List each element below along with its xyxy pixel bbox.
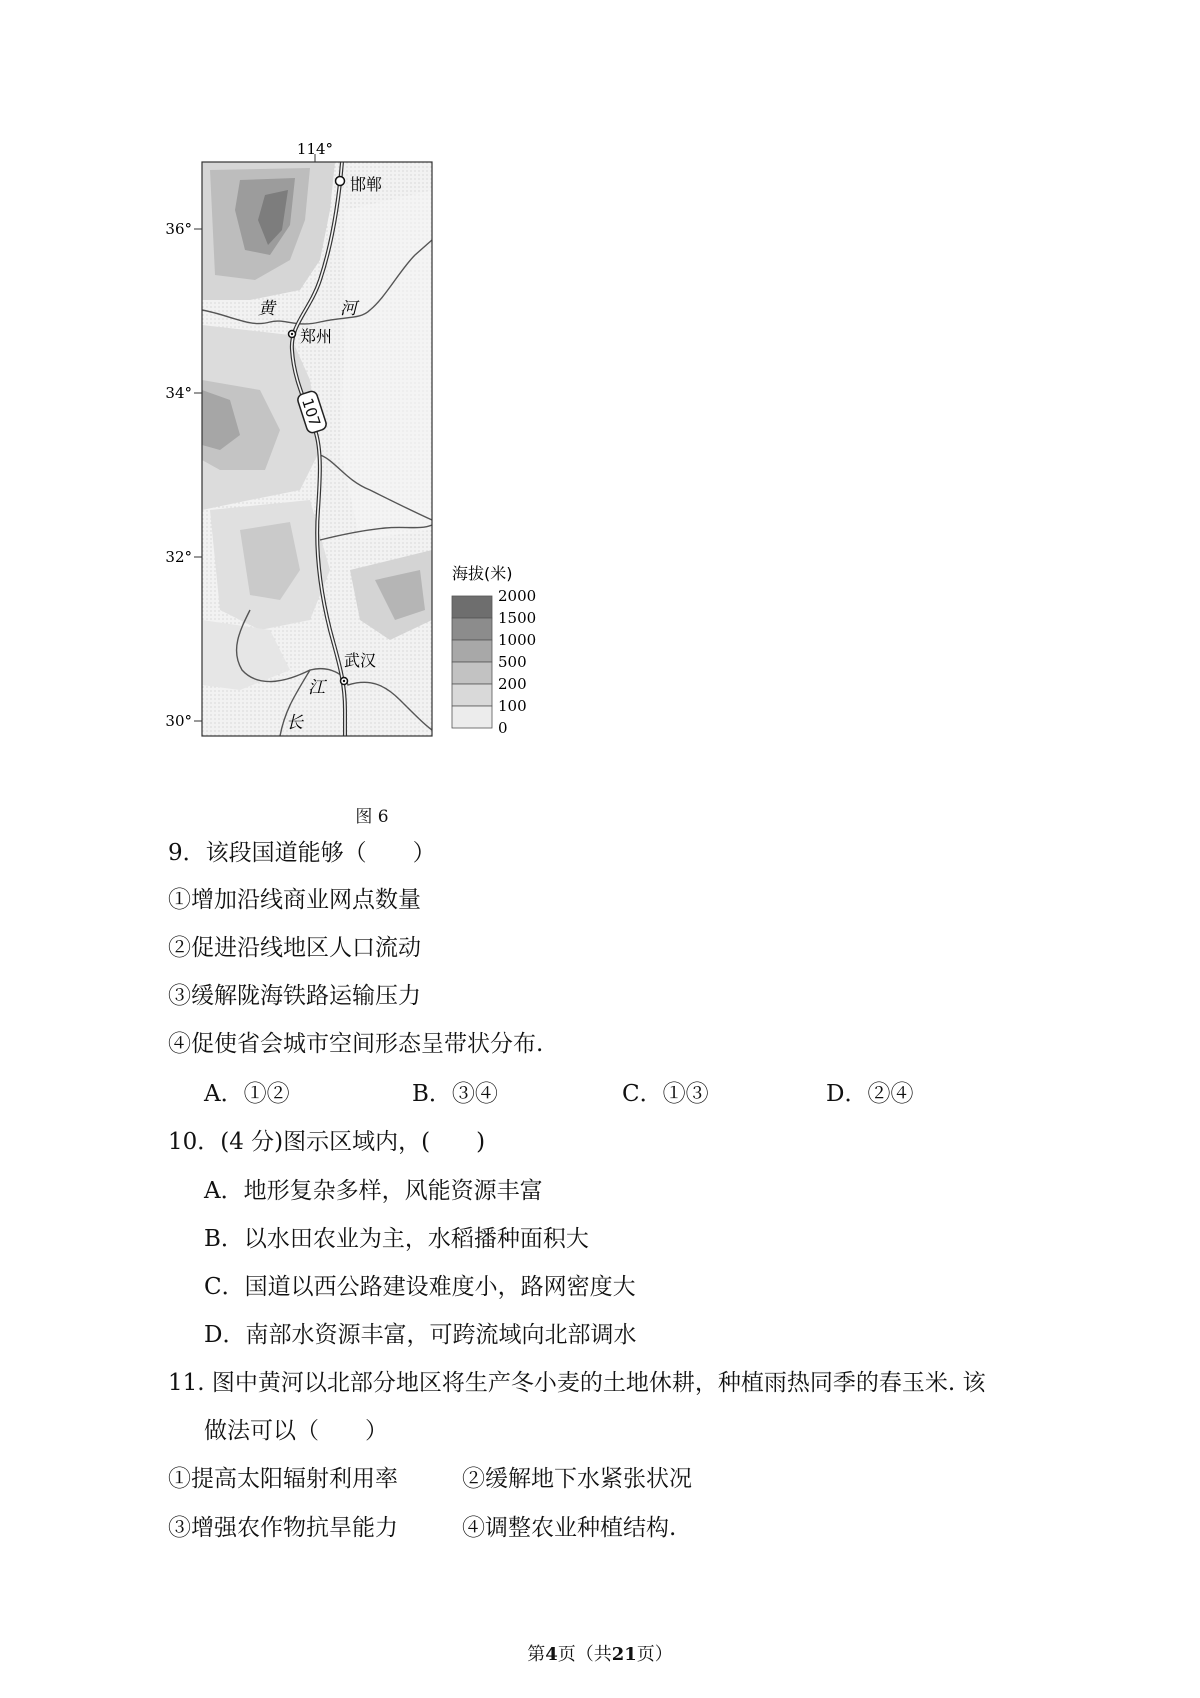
city-label-handan: 邯郸 [350, 175, 383, 194]
question-10-option-c[interactable]: C．国道以西公路建设难度小，路网密度大 [204, 1274, 636, 1300]
legend-swatch [452, 706, 492, 728]
legend-swatch [452, 640, 492, 662]
latitude-label-36: 36° [165, 220, 192, 238]
footer-suffix: 页） [636, 1644, 673, 1665]
legend-level-label: 2000 [498, 587, 537, 605]
city-marker-handan [336, 177, 345, 186]
river-label-he: 河 [340, 299, 357, 319]
question-11-item-3: ③增强农作物抗旱能力 [168, 1515, 398, 1541]
legend-swatch [452, 618, 492, 640]
question-9-item-1: ①增加沿线商业网点数量 [168, 887, 421, 913]
question-9-option-d[interactable]: D．②④ [826, 1081, 914, 1107]
elevation-map [165, 140, 590, 840]
city-label-wuhan: 武汉 [344, 651, 377, 670]
footer-prefix: 第 [527, 1644, 546, 1665]
footer-total-pages: 21 [611, 1644, 637, 1665]
page-footer [0, 1640, 1200, 1666]
legend-title: 海拔(米) [452, 564, 513, 583]
question-11-item-4: ④调整农业种植结构. [462, 1515, 677, 1541]
legend-swatch [452, 684, 492, 706]
question-10-option-d[interactable]: D．南部水资源丰富，可跨流域向北部调水 [204, 1322, 637, 1348]
question-9-item-3: ③缓解陇海铁路运输压力 [168, 983, 421, 1009]
river-label-huang: 黄 [258, 299, 275, 319]
question-9-option-b[interactable]: B．③④ [412, 1081, 498, 1107]
question-9-item-2: ②促进沿线地区人口流动 [168, 935, 421, 961]
legend-level-label: 500 [498, 653, 527, 671]
question-10-option-b[interactable]: B．以水田农业为主，水稻播种面积大 [204, 1226, 589, 1252]
legend-level-label: 100 [498, 697, 527, 715]
question-11-stem-line-1: 11. 图中黄河以北部分地区将生产冬小麦的土地休耕，种植雨热同季的春玉米. 该 [168, 1370, 986, 1396]
legend-swatch [452, 662, 492, 684]
footer-mid: 页（共 [557, 1644, 612, 1665]
latitude-label-34: 34° [165, 384, 192, 402]
question-11-item-2: ②缓解地下水紧张状况 [462, 1466, 692, 1492]
road-shield-label: 107 [298, 395, 325, 429]
question-11-item-1: ①提高太阳辐射利用率 [168, 1466, 398, 1492]
question-9-option-a[interactable]: A．①② [204, 1081, 290, 1107]
legend-swatch [452, 596, 492, 618]
figure-caption: 图 6 [355, 807, 389, 827]
legend-level-label: 1500 [498, 609, 537, 627]
question-11-stem-line-2: 做法可以（ ） [204, 1418, 388, 1444]
latitude-label-32: 32° [165, 548, 192, 566]
question-10-stem: 10．(4 分)图示区域内，( ) [168, 1129, 486, 1155]
river-label-jiang: 江 [308, 678, 325, 698]
question-10-option-a[interactable]: A．地形复杂多样，风能资源丰富 [204, 1178, 543, 1204]
question-9-item-4: ④促使省会城市空间形态呈带状分布. [168, 1031, 544, 1057]
city-label-zhengzhou: 郑州 [300, 327, 333, 346]
legend-level-label: 1000 [498, 631, 537, 649]
legend-level-label: 0 [498, 719, 508, 737]
elevation-legend [452, 564, 536, 737]
footer-page-number: 4 [545, 1644, 558, 1665]
latitude-label-30: 30° [165, 712, 192, 730]
question-9-option-c[interactable]: C．①③ [622, 1081, 709, 1107]
question-9-stem: 9．该段国道能够（ ） [168, 840, 436, 866]
figure-6 [165, 140, 590, 840]
longitude-label: 114° [296, 140, 334, 158]
legend-level-label: 200 [498, 675, 527, 693]
river-label-chang: 长 [286, 713, 303, 733]
